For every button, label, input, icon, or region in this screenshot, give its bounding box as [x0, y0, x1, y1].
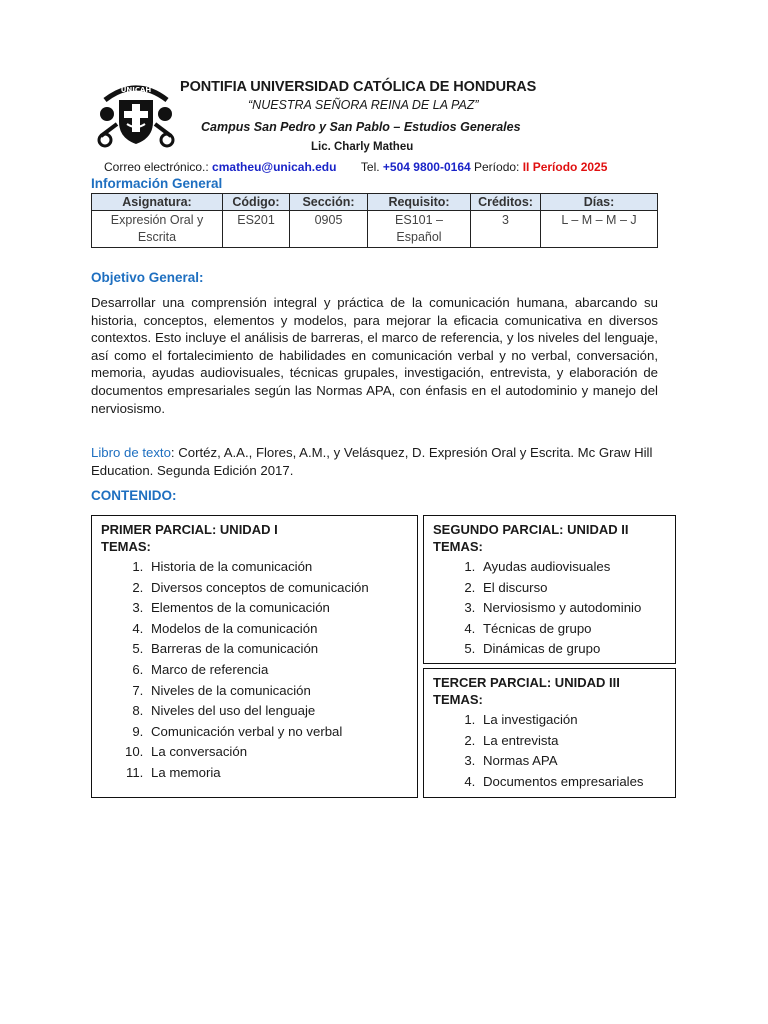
list-item: 3. Normas APA: [479, 751, 666, 772]
textbook-label: Libro de texto: [91, 445, 171, 460]
motto: “NUESTRA SEÑORA REINA DE LA PAZ”: [248, 98, 479, 112]
info-heading: Información General: [91, 176, 223, 191]
cell-requisito: ES101 – Español: [368, 211, 471, 248]
list-item: 8. Niveles del uso del lenguaje: [147, 701, 408, 722]
unit-2-topics: [433, 557, 666, 660]
list-item: 5. Dinámicas de grupo: [479, 639, 666, 660]
campus: Campus San Pedro y San Pablo – Estudios Generales: [201, 120, 521, 134]
content-heading: CONTENIDO:: [91, 488, 177, 503]
email-label: Correo electrónico.:: [104, 160, 213, 174]
cell-dias: L – M – M – J: [541, 211, 658, 248]
objective-text: Desarrollar una comprensión integral y práctica de la comunicación humana, abarcando su historia, conceptos, elementos y modelos, para mejorar la eficacia comunicativa en diversos contextos. Esto incluye el análisis de barreras, el marco de referencia, y los niveles del lenguaje, así como el fortalecimiento de habilidades en comunicación verbal y no verbal, conversación, memoria, ayudas audiovisuales, técnicas grupales, investigación, entrevista, y elaboración de documentos empresariales según las Normas APA, con énfasis en el autodominio y manejo del nerviosismo.: [91, 295, 658, 416]
list-item: 7. Niveles de la comunicación: [147, 681, 408, 702]
header-dias: Días:: [541, 194, 658, 211]
list-item: 4. Técnicas de grupo: [479, 619, 666, 640]
header-codigo: Código:: [223, 194, 290, 211]
info-data-row: [92, 211, 658, 248]
unit-3-topics: [433, 710, 666, 792]
unit-3-box: [423, 668, 676, 798]
list-item: 9. Comunicación verbal y no verbal: [147, 722, 408, 743]
unit-2-box: [423, 515, 676, 664]
info-table: [91, 193, 658, 248]
header-asignatura: Asignatura:: [92, 194, 223, 211]
list-item: 6. Marco de referencia: [147, 660, 408, 681]
textbook-text: : Cortéz, A.A., Flores, A.M., y Velásquez, D. Expresión Oral y Escrita. Mc Graw Hill Education. Segunda Edición 2017.: [91, 445, 653, 478]
svg-text:UNICAH: UNICAH: [120, 86, 152, 94]
list-item: 3. Elementos de la comunicación: [147, 598, 408, 619]
unit-2-topics-label: TEMAS:: [433, 539, 483, 554]
phone-number: +504 9800-0164: [382, 160, 471, 174]
list-item: 4. Modelos de la comunicación: [147, 619, 408, 640]
list-item: 5. Barreras de la comunicación: [147, 639, 408, 660]
period-label: Período:: [470, 160, 523, 174]
unit-1-box: [91, 515, 418, 798]
unit-3-title: TERCER PARCIAL: UNIDAD III: [433, 675, 620, 690]
unit-1-title: PRIMER PARCIAL: UNIDAD I: [101, 522, 278, 537]
email-link[interactable]: cmatheu@unicah.edu: [212, 160, 337, 174]
list-item: 3. Nerviosismo y autodominio: [479, 598, 666, 619]
textbook-line: [91, 444, 658, 480]
header-requisito: Requisito:: [368, 194, 471, 211]
cell-seccion: 0905: [290, 211, 368, 248]
list-item: 2. Diversos conceptos de comunicación: [147, 578, 408, 599]
objective-heading: Objetivo General:: [91, 270, 204, 285]
period-value: II Período 2025: [522, 160, 608, 174]
list-item: 10. La conversación: [147, 742, 408, 763]
university-logo: [97, 78, 175, 150]
cell-creditos: 3: [471, 211, 541, 248]
info-header-row: [92, 194, 658, 211]
cell-codigo: ES201: [223, 211, 290, 248]
header-seccion: Sección:: [290, 194, 368, 211]
header-creditos: Créditos:: [471, 194, 541, 211]
list-item: 4. Documentos empresariales: [479, 772, 666, 793]
contact-line: [104, 160, 607, 174]
unit-1-topics: [101, 557, 408, 784]
institution-name: PONTIFIA UNIVERSIDAD CATÓLICA DE HONDURAS: [180, 79, 537, 95]
list-item: 1. Ayudas audiovisuales: [479, 557, 666, 578]
list-item: 1. La investigación: [479, 710, 666, 731]
list-item: 2. La entrevista: [479, 731, 666, 752]
list-item: 2. El discurso: [479, 578, 666, 599]
professor-name: Lic. Charly Matheu: [311, 141, 414, 153]
cell-asignatura: Expresión Oral y Escrita: [92, 211, 223, 248]
tel-label: Tel.: [360, 160, 383, 174]
unit-2-title: SEGUNDO PARCIAL: UNIDAD II: [433, 522, 629, 537]
list-item: 1. Historia de la comunicación: [147, 557, 408, 578]
unit-1-topics-label: TEMAS:: [101, 539, 151, 554]
list-item: 11. La memoria: [147, 763, 408, 784]
unit-3-topics-label: TEMAS:: [433, 692, 483, 707]
